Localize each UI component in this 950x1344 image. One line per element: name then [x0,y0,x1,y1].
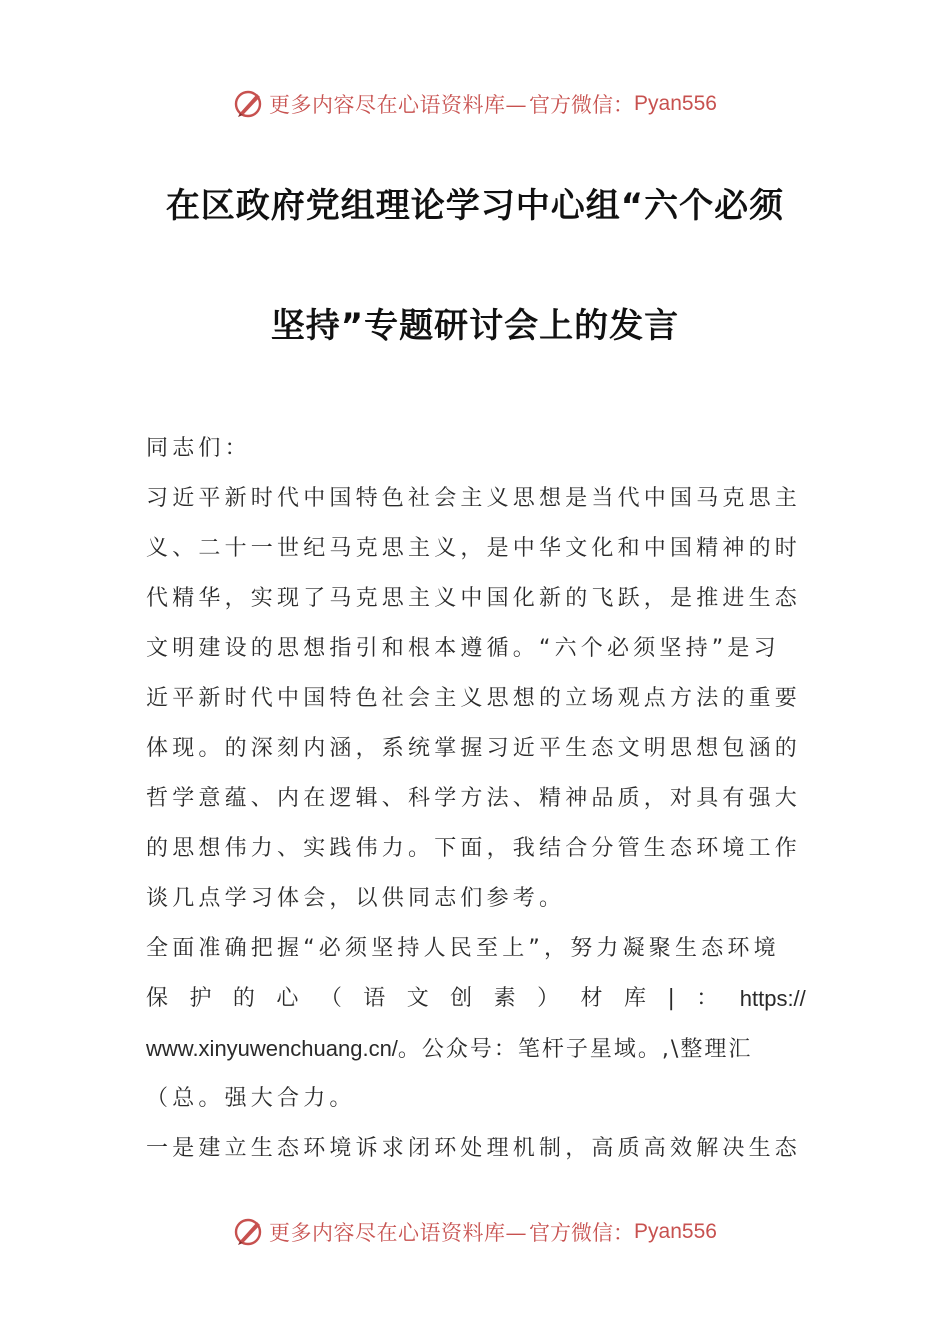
header-banner [0,84,950,124]
paragraph-line: 哲学意蕴、内在逻辑、科学方法、精神品质，对具有强大 [146,786,802,811]
justified-char: 心 [276,986,299,1011]
paragraph-line [146,1034,806,1064]
justified-char: 保 [146,986,169,1011]
justified-char: 的 [232,986,255,1011]
banner-wechat-label: 官方微信： [529,1221,635,1245]
justified-char: 语 [363,986,386,1011]
paragraph-line: 义、二十一世纪马克思主义，是中华文化和中国精神的时 [146,536,802,561]
pen-logo-icon [233,88,265,120]
banner-text: 更多内容尽在心语资料库— [269,93,528,117]
paragraph-line: （总。强大合力。 [146,1086,356,1111]
paragraph-line-justified [146,984,806,1014]
paragraph-line: 一是建立生态环境诉求闭环处理机制，高质高效解决生态 [146,1136,802,1161]
banner-wechat-id: Pyan556 [634,92,717,115]
banner-text: 更多内容尽在心语资料库— [269,1221,528,1245]
website-url[interactable]: www.xinyuwenchuang.cn/ [146,1036,398,1061]
paragraph-line: 代精华，实现了马克思主义中国化新的飞跃，是推进生态 [146,586,802,611]
justified-char: ： [696,986,719,1011]
justified-char: 创 [450,986,473,1011]
justified-char: ） [537,986,560,1011]
justified-char: | [667,986,675,1011]
paragraph-line: 近平新时代中国特色社会主义思想的立场观点方法的重要 [146,686,802,711]
paragraph-line: 文明建设的思想指引和根本遵循。“六个必须坚持”是习 [146,636,780,661]
paragraph-text: 。公众号：笔杆子星域。,\整理汇 [397,1037,753,1062]
document-title-line-2: 坚持”专题研讨会上的发言 [270,306,680,346]
paragraph-line: 体现。的深刻内涵，系统掌握习近平生态文明思想包涵的 [146,736,802,761]
url-fragment[interactable]: https:// [739,986,806,1011]
paragraph-line: 谈几点学习体会，以供同志们参考。 [146,886,566,911]
document-title-line-1: 在区政府党组理论学习中心组“六个必须 [165,186,785,226]
banner-wechat-id: Pyan556 [634,1220,717,1243]
justified-char: 护 [189,986,212,1011]
paragraph-line: 习近平新时代中国特色社会主义思想是当代中国马克思主 [146,486,802,511]
justified-char: 素 [493,986,516,1011]
footer-banner [0,1212,950,1252]
justified-char: 材 [580,986,603,1011]
justified-char: 文 [406,986,429,1011]
banner-wechat-label: 官方微信： [529,93,635,117]
justified-char: 库 [623,986,646,1011]
justified-char: （ [319,986,342,1011]
paragraph-line: 全面准确把握“必须坚持人民至上”，努力凝聚生态环境 [146,936,780,961]
paragraph-line: 的思想伟力、实践伟力。下面，我结合分管生态环境工作 [146,836,802,861]
pen-logo-icon [233,1216,265,1248]
salutation: 同志们： [146,436,251,461]
